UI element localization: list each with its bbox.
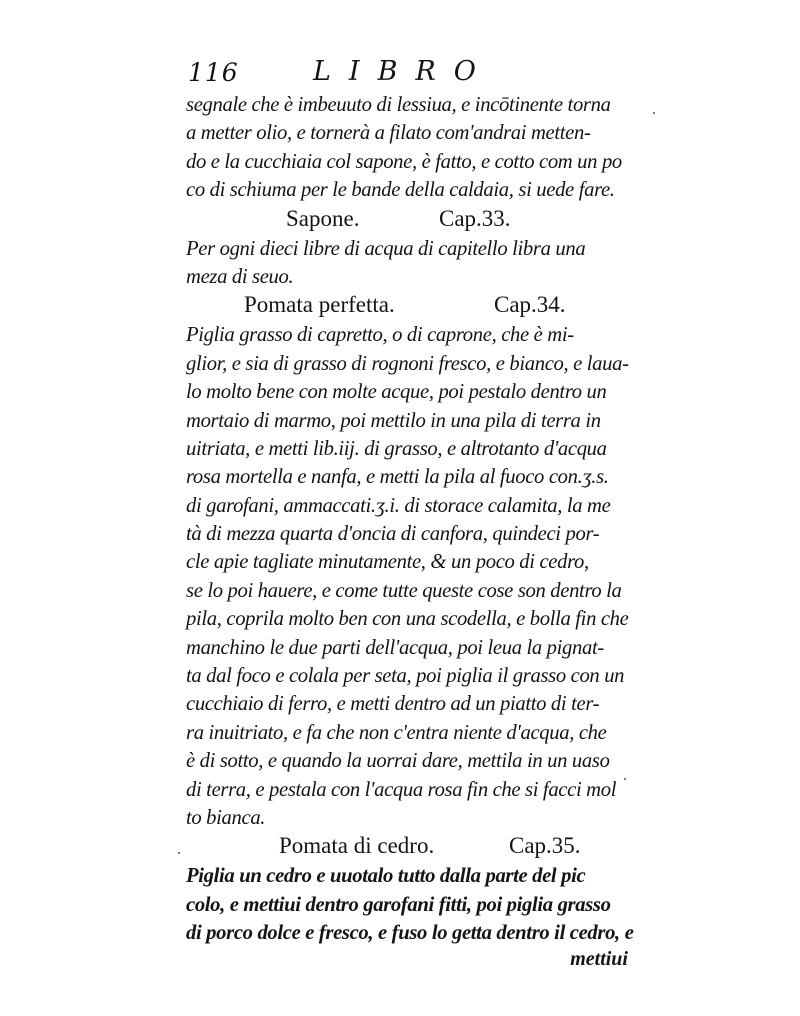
- text-line: pila, coprila molto ben con una scodella, e bolla fin che: [186, 606, 629, 631]
- text-line: è di sotto, e quando la uorrai dare, mettila in un uaso: [186, 748, 610, 773]
- catchword: mettiui: [570, 947, 628, 970]
- text-line: di garofani, ammaccati.ʒ.i. di storace calamita, la me: [186, 492, 611, 517]
- chapter-number: Cap.33.: [439, 205, 511, 231]
- text-line: lo molto bene con molte acque, poi pestalo dentro un: [186, 379, 607, 404]
- text-line: cle apie tagliate minutamente, & un poco di cedro,: [186, 549, 589, 574]
- chapter-heading: [186, 831, 656, 861]
- text-line: do e la cucchiaia col sapone, è fatto, e cotto com un po: [186, 148, 622, 173]
- text-line: a metter olio, e tornerà a filato com'andrai metten-: [186, 120, 591, 145]
- text-line: Piglia un cedro e uuotalo tutto dalla parte del pic: [186, 863, 586, 888]
- chapter-heading: [186, 204, 656, 234]
- body-text: [186, 90, 656, 975]
- text-line: rosa mortella e nanfa, e metti la pila al fuoco con.ʒ.s.: [186, 464, 609, 489]
- chapter-title: Sapone.: [286, 205, 360, 231]
- text-line: colo, e mettiui dentro garofani fitti, poi piglia grasso: [186, 891, 611, 916]
- text-line: glior, e sia di grasso di rognoni fresco, e bianco, e laua-: [186, 350, 629, 375]
- chapter-title: Pomata perfetta.: [244, 292, 395, 318]
- text-line: ra inuitriato, e fa che non c'entra niente d'acqua, che: [186, 719, 607, 744]
- book-title: LIBRO: [313, 56, 494, 87]
- text-line: Piglia grasso di capretto, o di caprone, che è mi-: [186, 322, 574, 347]
- text-line: to bianca.: [186, 804, 266, 829]
- text-line: manchino le due parti dell'acqua, poi leua la pignat-: [186, 634, 604, 659]
- text-line: di porco dolce e fresco, e fuso lo getta dentro il cedro, e: [186, 920, 634, 945]
- text-line: ta dal foco e colala per seta, poi piglia il grasso con un: [186, 663, 625, 688]
- page-number: 116: [188, 58, 239, 87]
- text-line: di terra, e pestala con l'acqua rosa fin che si facci mol: [186, 776, 617, 801]
- chapter-title: Pomata di cedro.: [279, 833, 435, 859]
- scan-speck: [653, 112, 655, 114]
- text-line: co di schiuma per le bande della caldaia, si uede fare.: [186, 177, 615, 202]
- text-line: mortaio di marmo, poi mettilo in una pila di terra in: [186, 407, 601, 432]
- text-line: tà di mezza quarta d'oncia di canfora, quindeci por-: [186, 521, 600, 546]
- catchword-line: [186, 947, 656, 975]
- text-line: cucchiaio di ferro, e metti dentro ad un piatto di ter-: [186, 691, 600, 716]
- scan-speck: [178, 852, 180, 854]
- text-line: Per ogni dieci libre di acqua di capitello libra una: [186, 235, 586, 260]
- text-line: meza di seuo.: [186, 263, 294, 288]
- chapter-heading: [186, 290, 656, 320]
- chapter-number: Cap.35.: [509, 833, 581, 859]
- text-line: se lo poi hauere, e come tutte queste cose son dentro la: [186, 577, 622, 602]
- text-line: uitriata, e metti lib.iij. di grasso, e altrotanto d'acqua: [186, 435, 607, 460]
- chapter-number: Cap.34.: [494, 292, 566, 318]
- text-line: segnale che è imbeuuto di lessiua, e incōtinente torna: [186, 92, 611, 116]
- scan-speck: [624, 778, 626, 780]
